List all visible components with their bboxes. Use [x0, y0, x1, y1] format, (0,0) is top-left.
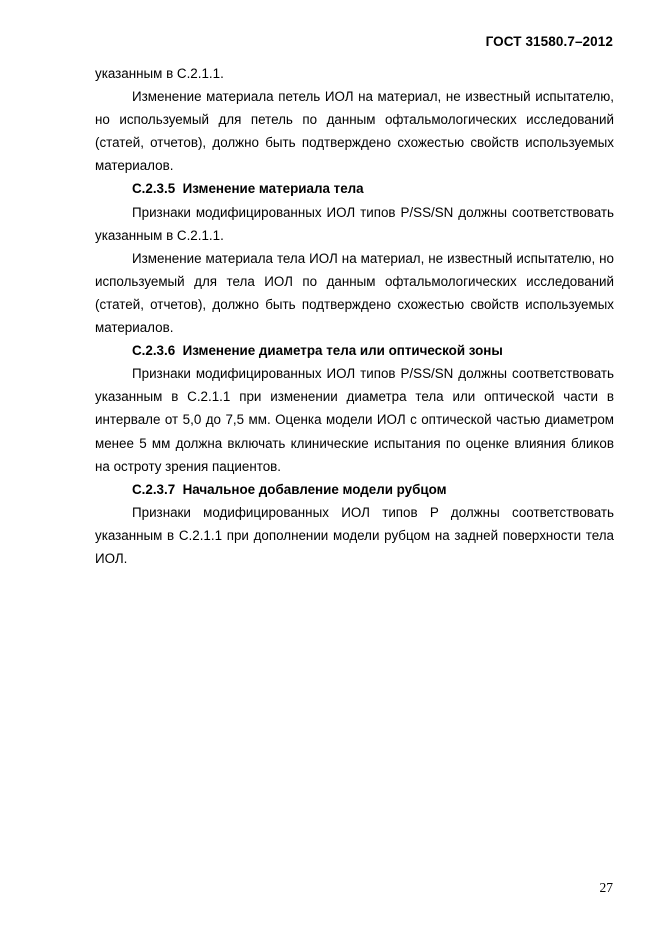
continued-paragraph: указанным в С.2.1.1. — [95, 66, 224, 81]
document-header: ГОСТ 31580.7–2012 — [485, 34, 613, 49]
section-heading-2-3-6: С.2.3.6 Изменение диаметра тела или оптической зоны — [132, 343, 503, 359]
section-heading-2-3-5: С.2.3.5 Изменение материала тела — [132, 181, 364, 197]
paragraph-2-3-6: Признаки модифицированных ИОЛ типов P/SS/SN должны соответствовать указанным в С.2.1.1 при изменении диаметра тела или оптической части в интервале от 5,0 до 7,5 мм. Оценка модели ИОЛ с оптической частью диаметром менее 5 мм должна включать клинические испытания по оценке влияния бликов на остроту зрения пациентов. — [95, 366, 614, 474]
paragraph-2-3-5-material: Изменение материала тела ИОЛ на материал, не известный испытателю, но используемый для тела ИОЛ по данным офтальмологических исследований (статей, отчетов), должно быть подтверждено схожестью свойств используемых материалов. — [95, 250, 614, 336]
paragraph-2-3-5-signs: Признаки модифицированных ИОЛ типов P/SS/SN должны соответствовать указанным в С.2.1.1. — [95, 204, 614, 243]
paragraph-2-3-7: Признаки модифицированных ИОЛ типов P должны соответствовать указанным в С.2.1.1 при дополнении модели рубцом на задней поверхности тела ИОЛ. — [95, 504, 614, 566]
page-content — [95, 62, 614, 570]
paragraph-loop-material: Изменение материала петель ИОЛ на материал, не известный испытателю, но используемый для петель по данным офтальмологических исследований (статей, отчетов), должно быть подтверждено схожестью свойств используемых материалов. — [95, 89, 614, 174]
section-heading-2-3-7: С.2.3.7 Начальное добавление модели рубцом — [132, 481, 447, 497]
page-number: 27 — [599, 880, 613, 895]
